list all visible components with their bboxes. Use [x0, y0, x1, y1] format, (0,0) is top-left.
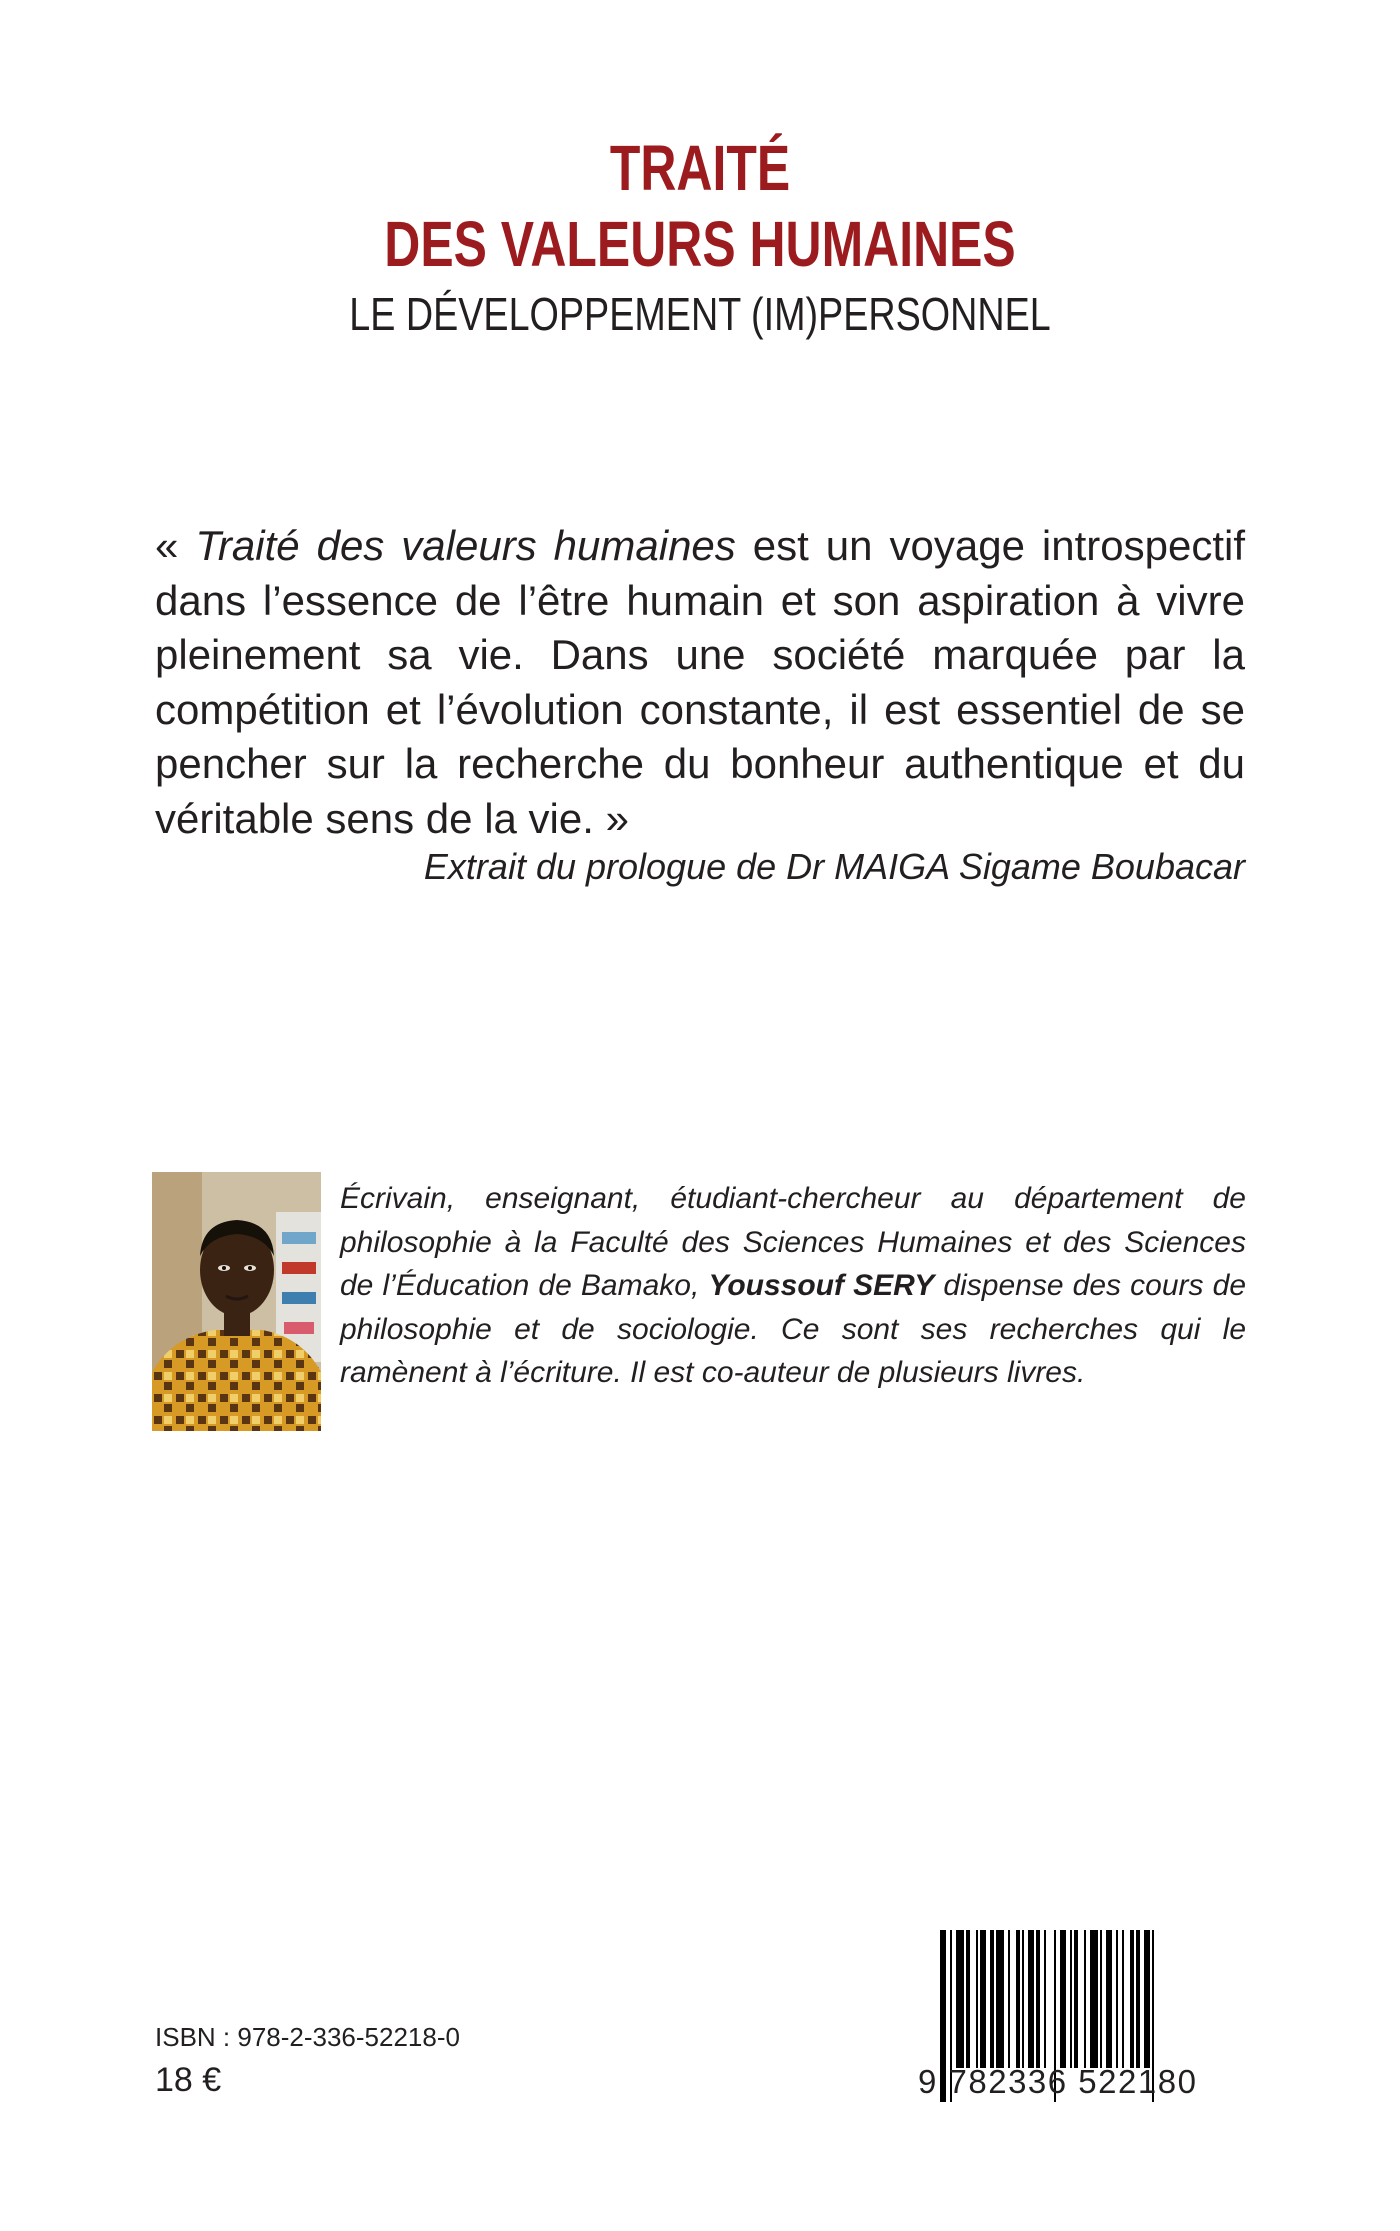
barcode-bar [1136, 1930, 1140, 2068]
author-photo [152, 1172, 321, 1431]
title-block [0, 130, 1400, 342]
barcode-bar [1144, 1930, 1150, 2068]
barcode-bar [1028, 1930, 1034, 2068]
quote-attribution: Extrait du prologue de Dr MAIGA Sigame Boubacar [423, 846, 1245, 887]
barcode-bar [1008, 1930, 1010, 2068]
author-name: Youssouf SERY [708, 1269, 935, 1302]
barcode-bar [996, 1930, 1004, 2068]
isbn-label: ISBN : 978-2-336-52218-0 [155, 2022, 460, 2052]
barcode-bar [1074, 1930, 1078, 2068]
barcode-bar [1106, 1930, 1112, 2068]
title-line-1: TRAITÉ [609, 132, 791, 204]
barcode-bar [1084, 1930, 1086, 2068]
barcode-bar [1070, 1930, 1072, 2068]
barcode-bar [990, 1930, 994, 2068]
barcode-bar [956, 1930, 964, 2068]
barcode-bar [1022, 1930, 1024, 2068]
barcode-bar [1100, 1930, 1102, 2068]
bio-before-name: Écrivain, enseignant, étudiant-chercheur au département de philosophie à la Faculté des Sciences Humaines et des Sciences de l’Éducation de Bamako, [340, 1182, 1246, 1302]
quote-body: est un voyage introspectif dans l’essence de l’être humain et son aspiration à vivre pleinement sa vie. Dans une société marquée par la compétition et l’évolution constante, il est essentiel de se pencher sur la recherche du bonheur authentique et du véritable sens de la vie. » [155, 522, 1245, 842]
bio-after-name: dispense des cours de philosophie et de sociologie. Ce sont ses recherches qui le ramènent à l’écriture. Il est co-auteur de plusieurs livres. [340, 1269, 1247, 1389]
barcode-bar [980, 1930, 986, 2068]
subtitle: LE DÉVELOPPEMENT (IM)PERSONNEL [349, 288, 1051, 340]
barcode-bar [1036, 1930, 1040, 2068]
barcode-bar [976, 1930, 978, 2068]
title-line-2: DES VALEURS HUMAINES [384, 208, 1016, 280]
quote-open: « [155, 522, 196, 569]
barcode-bar [966, 1930, 970, 2068]
barcode-bar [1016, 1930, 1020, 2068]
author-portrait-image [152, 1172, 321, 1431]
barcode-bar [1090, 1930, 1098, 2068]
barcode-bar [1116, 1930, 1118, 2068]
quote-book-title: Traité des valeurs humaines [195, 522, 736, 569]
back-cover-quote [155, 519, 1245, 846]
author-bio [340, 1177, 1246, 1395]
barcode-bar [1130, 1930, 1134, 2068]
barcode-bar [1060, 1930, 1066, 2068]
barcode-bar [1122, 1930, 1124, 2068]
price-label: 18 € [155, 2061, 222, 2099]
barcode-bar [1044, 1930, 1046, 2068]
barcode-digits: 9 782336 522180 [918, 2063, 1198, 2100]
